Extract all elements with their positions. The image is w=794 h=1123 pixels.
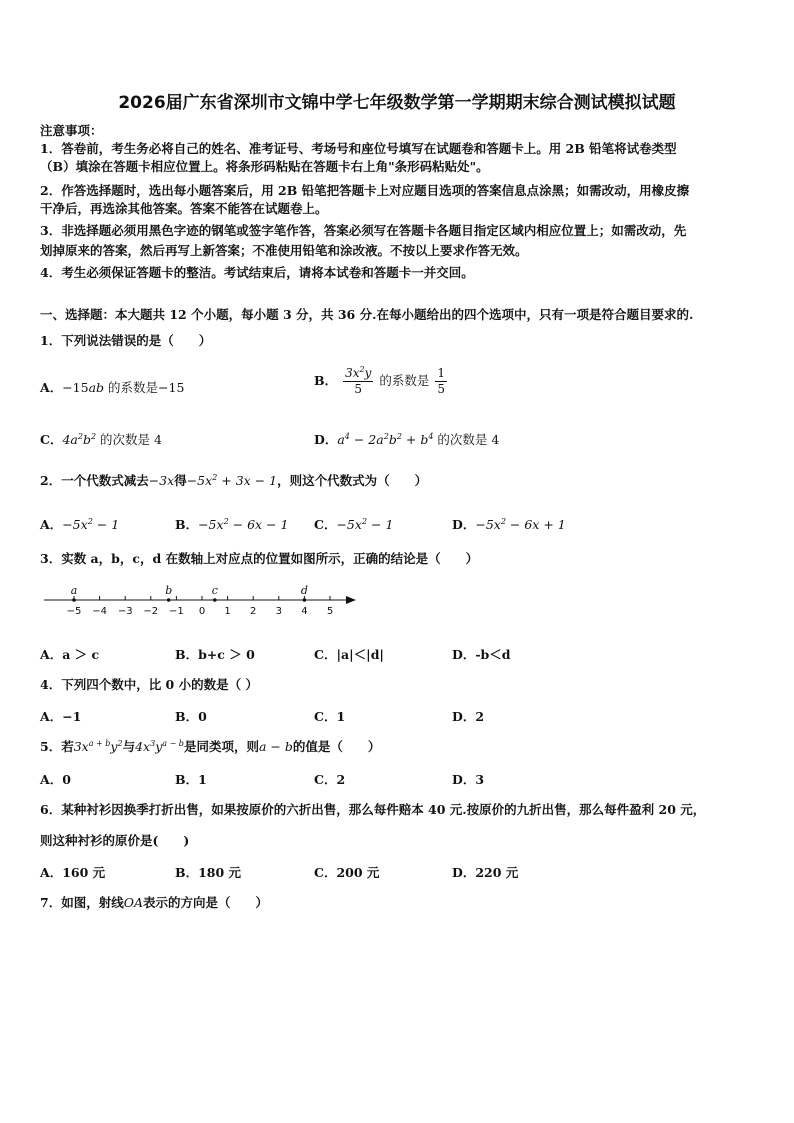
q4-option-b: B．0 <box>175 709 207 724</box>
math-var: OA <box>123 895 143 910</box>
q2-option-b: B．$-5x^2 - 6x - 1$ <box>175 517 289 532</box>
notice-heading: 注意事项： <box>40 123 103 138</box>
q2-option-c: C．$-5x^2 - 1$ <box>314 517 394 532</box>
section-heading: 一、选择题：本大题共 12 个小题，每小题 3 分，共 36 分.在每小题给出的四个选项中，只有一项是符合题目要求的. <box>40 307 694 322</box>
q5-option-c: C．2 <box>314 772 346 787</box>
q3-option-a: A．a ＞ c <box>40 647 100 662</box>
q6-option-c: C．200 元 <box>314 865 380 880</box>
q3-option-d: D．-b＜d <box>452 647 511 662</box>
q1-option-a <box>40 378 184 396</box>
stem-text: 与 <box>122 739 136 754</box>
point-b <box>167 598 171 602</box>
question-7-stem <box>40 894 268 912</box>
stem-text: 5．若 <box>40 739 74 754</box>
number-line-tick-label: 0 <box>198 606 206 617</box>
option-text: 的次数是 4 <box>433 432 500 447</box>
q3-option-c: C．|a|＜|d| <box>314 647 384 662</box>
stem-text: 表示的方向是（ ） <box>142 895 268 910</box>
question-3-stem: 3．实数 a，b，c，d 在数轴上对应点的位置如图所示，正确的结论是（ ） <box>40 551 479 566</box>
notice-line: 4．考生必须保证答题卡的整洁。考试结束后，请将本试卷和答题卡一并交回。 <box>40 265 474 280</box>
q5-option-b: B．1 <box>175 772 207 787</box>
point-label-b: b <box>165 584 173 597</box>
question-1-stem: 1．下列说法错误的是（ ） <box>40 333 212 348</box>
math-expr: $-5x^2 + 3x - 1$ <box>186 473 278 488</box>
notice-line: 干净后，再选涂其他答案。答案不能答在试题卷上。 <box>40 201 328 216</box>
number-line-tick-label: 4 <box>301 606 308 617</box>
notice-line: 2．作答选择题时，选出每小题答案后，用 2B 铅笔把答题卡上对应题目选项的答案信息点涂黑；如需改动，用橡皮擦 <box>40 183 690 198</box>
option-label: B． <box>175 517 199 532</box>
notice-line: 3．非选择题必须用黑色字迹的钢笔或签字笔作答，答案必须写在答题卡各题目指定区域内相应位置上；如需改动，先 <box>40 223 687 238</box>
option-label: A． <box>40 380 63 395</box>
math-expr: $4a^2b^2$ <box>62 432 97 447</box>
point-c <box>213 598 217 602</box>
option-text: 的系数是 <box>375 373 430 388</box>
math-expr: −3x <box>148 473 175 488</box>
q2-option-a: A．$-5x^2 - 1$ <box>40 517 120 532</box>
option-text: 的次数是 4 <box>96 432 162 447</box>
question-2-stem <box>40 472 427 490</box>
option-label: A． <box>40 517 63 532</box>
math-var: ab <box>88 380 105 395</box>
math-expr: $a^4 - 2a^2b^2 + b^4$ <box>337 432 434 447</box>
number-line-tick-label: 2 <box>250 606 257 617</box>
notice-line: （B）填涂在答题卡相应位置上。将条形码粘贴在答题卡右上角"条形码粘贴处"。 <box>40 159 489 174</box>
q6-option-b: B．180 元 <box>175 865 242 880</box>
question-4-stem: 4．下列四个数中，比 0 小的数是（ ） <box>40 677 258 692</box>
math-expr: $4x^3y^{a - b}$ <box>135 739 184 754</box>
q4-option-c: C．1 <box>314 709 346 724</box>
q5-option-d: D．3 <box>452 772 485 787</box>
notice-line: 1．答卷前，考生务必将自己的姓名、准考证号、考场号和座位号填写在试题卷和答题卡上。用 2B 铅笔将试卷类型 <box>40 141 677 156</box>
option-label: B． <box>314 373 338 388</box>
arrow-icon <box>346 596 356 604</box>
fraction-numerator: 1 <box>437 366 445 380</box>
fraction <box>435 366 447 397</box>
stem-text: 得 <box>174 473 187 488</box>
point-label-d: d <box>300 584 308 597</box>
point-d <box>303 598 307 602</box>
number-line-tick-label: −1 <box>169 606 184 617</box>
number-line-tick-label: −2 <box>143 606 159 617</box>
point-label-a: a <box>70 584 78 597</box>
option-label: C． <box>40 432 63 447</box>
option-label: D． <box>452 517 476 532</box>
number-line <box>40 582 370 622</box>
notice-line: 划掉原来的答案，然后再写上新答案；不准使用铅笔和涂改液。不按以上要求作答无效。 <box>40 243 528 258</box>
number-line-tick-label: 1 <box>224 606 231 617</box>
question-6-stem-2: 则这种衬衫的原价是( ) <box>40 833 190 848</box>
stem-text: ，则这个代数式为（ ） <box>277 473 428 488</box>
number-line-tick-label: −4 <box>92 606 107 617</box>
fraction: $\frac{3x^2y}{5}$ <box>345 365 372 396</box>
math-expr: $3x^{a + b}y^2$ <box>73 739 123 754</box>
fraction-denominator: 5 <box>437 382 445 396</box>
question-6-stem: 6．某种衬衫因换季打折出售，如果按原价的六折出售，那么每件赔本 40 元.按原价的九折出售，那么每件盈利 20 元， <box>40 802 706 817</box>
q6-option-d: D．220 元 <box>452 865 519 880</box>
math-expr: a − b <box>258 739 293 754</box>
math-expr: −15 <box>62 380 89 395</box>
q3-option-b: B．b+c ＞ 0 <box>175 647 255 662</box>
stem-text: 的值是（ ） <box>292 739 381 754</box>
q1-option-d <box>314 430 499 448</box>
q4-option-a: A．−1 <box>40 709 82 724</box>
option-text: 的系数是 <box>104 380 159 395</box>
q4-option-d: D．2 <box>452 709 485 724</box>
stem-text: 2．一个代数式减去 <box>40 473 149 488</box>
number-line-tick-label: −5 <box>66 606 82 617</box>
number-line-tick-label: −3 <box>117 606 133 617</box>
q1-option-c <box>40 430 162 448</box>
point-a <box>72 598 76 602</box>
page-title: 2026届广东省深圳市文锦中学七年级数学第一学期期末综合测试模拟试题 <box>118 93 676 113</box>
fraction-denominator: 5 <box>354 382 363 396</box>
q5-option-a: A．0 <box>40 772 71 787</box>
stem-text: 7．如图，射线 <box>40 895 124 910</box>
q6-option-a: A．160 元 <box>40 865 106 880</box>
number-line-tick-label: 3 <box>275 606 282 617</box>
q1-option-b <box>314 366 449 397</box>
option-label: C． <box>314 517 337 532</box>
number-line-tick-label: 5 <box>326 606 334 617</box>
math-expr: −15 <box>158 380 185 395</box>
point-label-c: c <box>211 584 218 597</box>
stem-text: 是同类项，则 <box>183 739 259 754</box>
question-5-stem <box>40 738 380 756</box>
option-label: D． <box>314 432 338 447</box>
q2-option-d: D．$-5x^2 - 6x + 1$ <box>452 517 566 532</box>
